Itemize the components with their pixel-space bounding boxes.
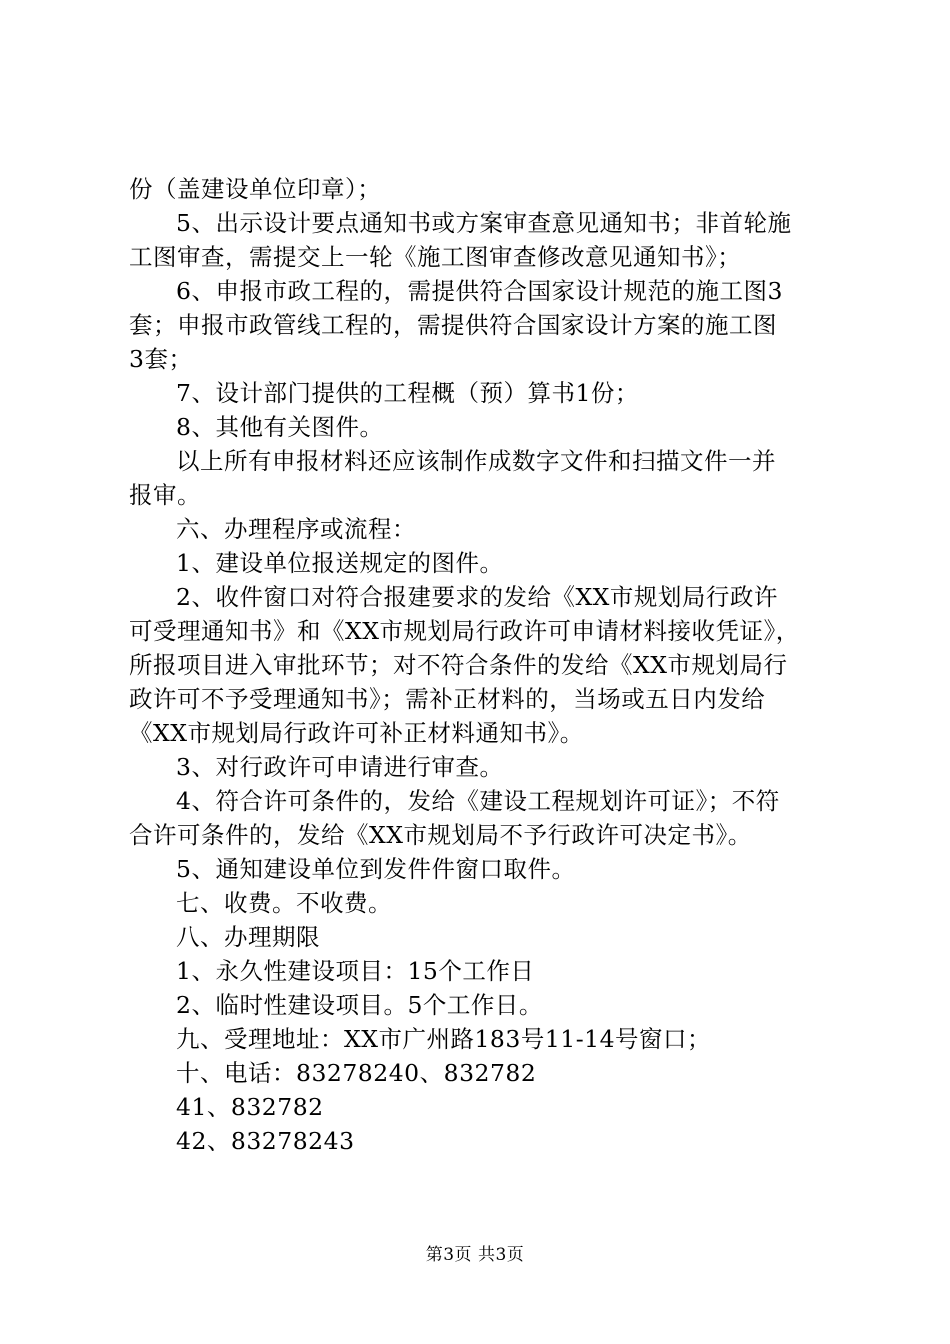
text-line: 3、对行政许可申请进行审查。 — [176, 753, 504, 781]
text-line: 所报项目进入审批环节；对不符合条件的发给《XX市规划局行 — [129, 651, 788, 679]
text-line: 1、永久性建设项目：15个工作日 — [176, 957, 535, 985]
text-line: 合许可条件的，发给《XX市规划局不予行政许可决定书》。 — [129, 821, 752, 849]
text-line: 2、临时性建设项目。5个工作日。 — [176, 991, 543, 1019]
text-line: 可受理通知书》和《XX市规划局行政许可申请材料接收凭证》， — [129, 617, 800, 645]
page-footer: 第3页 共3页 — [425, 1245, 525, 1265]
text-line: 41、832782 — [176, 1093, 324, 1121]
text-line: 以上所有申报材料还应该制作成数字文件和扫描文件一并 — [176, 447, 776, 475]
text-line: 2、收件窗口对符合报建要求的发给《XX市规划局行政许 — [176, 583, 778, 611]
document-body — [129, 172, 834, 1158]
text-line: 5、通知建设单位到发件件窗口取件。 — [176, 855, 576, 883]
section-heading: 十、电话：83278240、832782 — [176, 1059, 537, 1087]
text-line: 5、出示设计要点通知书或方案审查意见通知书；非首轮施 — [176, 209, 792, 237]
section-heading: 八、办理期限 — [176, 923, 320, 951]
text-line: 1、建设单位报送规定的图件。 — [176, 549, 504, 577]
text-line: 政许可不予受理通知书》；需补正材料的，当场或五日内发给 — [129, 685, 766, 713]
section-heading: 七、收费。不收费。 — [176, 889, 392, 917]
section-heading: 六、办理程序或流程： — [176, 515, 416, 543]
text-line: 份（盖建设单位印章）； — [129, 175, 382, 203]
text-line: 7、设计部门提供的工程概（预）算书1份； — [176, 379, 639, 407]
text-line: 工图审查，需提交上一轮《施工图审查修改意见通知书》； — [129, 243, 742, 271]
text-line: 6、申报市政工程的，需提供符合国家设计规范的施工图3 — [176, 277, 783, 305]
section-heading: 九、受理地址：XX市广州路183号11-14号窗口； — [176, 1025, 712, 1053]
text-line: 套；申报市政管线工程的，需提供符合国家设计方案的施工图 — [129, 311, 777, 339]
text-line: 42、83278243 — [176, 1127, 355, 1155]
text-line: 《XX市规划局行政许可补正材料通知书》。 — [129, 719, 584, 747]
text-line: 8、其他有关图件。 — [176, 413, 384, 441]
text-line: 报审。 — [129, 481, 201, 509]
text-line: 4、符合许可条件的，发给《建设工程规划许可证》；不符 — [176, 787, 780, 815]
text-line: 3套； — [129, 345, 193, 373]
